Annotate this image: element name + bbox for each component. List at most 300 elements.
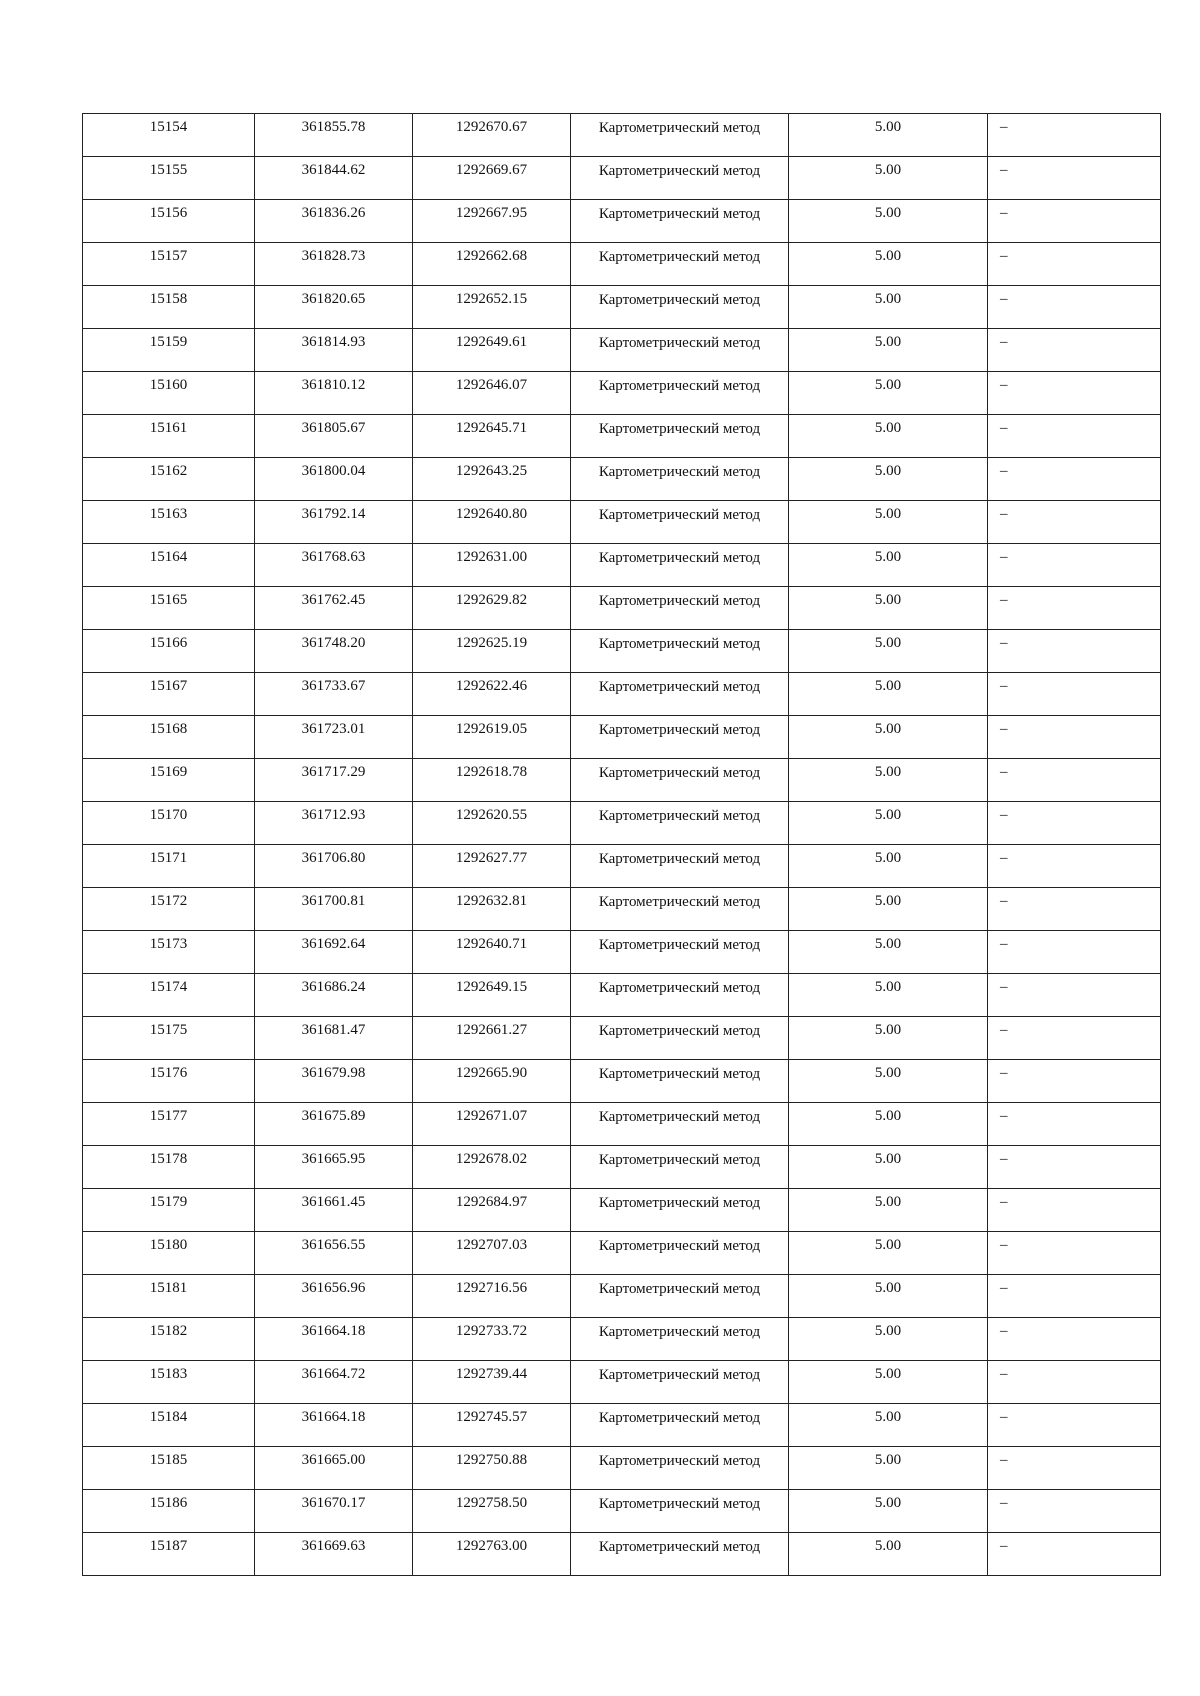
- cell-point-number: [83, 1189, 255, 1232]
- method-value: Картометрический метод: [598, 120, 761, 136]
- coordinate-y-value: 1292619.05: [455, 721, 528, 737]
- table-row: [83, 716, 1161, 759]
- cell-point-number: [83, 157, 255, 200]
- cell-method: [571, 1275, 789, 1318]
- cell-description: [988, 415, 1161, 458]
- accuracy-value: 5.00: [874, 119, 902, 135]
- cell-coordinate-x: [255, 157, 413, 200]
- cell-accuracy: [789, 673, 988, 716]
- cell-description: [988, 1232, 1161, 1275]
- cell-accuracy: [789, 501, 988, 544]
- cell-description: [988, 243, 1161, 286]
- point-number-value: 15163: [149, 506, 188, 522]
- point-number-value: 15160: [149, 377, 188, 393]
- cell-coordinate-y: [413, 1361, 571, 1404]
- table-row: [83, 1189, 1161, 1232]
- description-value: –: [1000, 1538, 1008, 1554]
- accuracy-value: 5.00: [874, 721, 902, 737]
- point-number-value: 15170: [149, 807, 188, 823]
- cell-coordinate-y: [413, 630, 571, 673]
- accuracy-value: 5.00: [874, 506, 902, 522]
- cell-coordinate-x: [255, 1189, 413, 1232]
- cell-accuracy: [789, 372, 988, 415]
- cell-method: [571, 1361, 789, 1404]
- description-value: –: [1000, 635, 1008, 651]
- description-value: –: [1000, 506, 1008, 522]
- method-value: Картометрический метод: [598, 980, 761, 996]
- coordinate-y-value: 1292669.67: [455, 162, 528, 178]
- cell-method: [571, 716, 789, 759]
- cell-coordinate-x: [255, 458, 413, 501]
- cell-point-number: [83, 1060, 255, 1103]
- coordinate-x-value: 361814.93: [301, 334, 366, 350]
- cell-accuracy: [789, 1361, 988, 1404]
- point-number-value: 15156: [149, 205, 188, 221]
- table-row: [83, 114, 1161, 157]
- cell-coordinate-y: [413, 415, 571, 458]
- accuracy-value: 5.00: [874, 291, 902, 307]
- cell-method: [571, 802, 789, 845]
- coordinate-x-value: 361692.64: [301, 936, 366, 952]
- point-number-value: 15185: [149, 1452, 188, 1468]
- table-row: [83, 1447, 1161, 1490]
- cell-coordinate-y: [413, 114, 571, 157]
- coordinate-y-value: 1292646.07: [455, 377, 528, 393]
- cell-coordinate-y: [413, 458, 571, 501]
- cell-method: [571, 1533, 789, 1576]
- coordinate-x-value: 361700.81: [301, 893, 366, 909]
- cell-description: [988, 1533, 1161, 1576]
- cell-coordinate-x: [255, 759, 413, 802]
- cell-point-number: [83, 1533, 255, 1576]
- method-value: Картометрический метод: [598, 1539, 761, 1555]
- point-number-value: 15187: [149, 1538, 188, 1554]
- coordinate-x-value: 361810.12: [301, 377, 366, 393]
- cell-point-number: [83, 415, 255, 458]
- coordinate-x-value: 361706.80: [301, 850, 366, 866]
- accuracy-value: 5.00: [874, 248, 902, 264]
- cell-accuracy: [789, 1232, 988, 1275]
- coordinate-y-value: 1292627.77: [455, 850, 528, 866]
- table-row: [83, 802, 1161, 845]
- cell-method: [571, 1490, 789, 1533]
- cell-accuracy: [789, 587, 988, 630]
- table-row: [83, 372, 1161, 415]
- description-value: –: [1000, 1151, 1008, 1167]
- table-row: [83, 845, 1161, 888]
- description-value: –: [1000, 893, 1008, 909]
- accuracy-value: 5.00: [874, 334, 902, 350]
- cell-method: [571, 974, 789, 1017]
- coordinate-x-value: 361664.18: [301, 1409, 366, 1425]
- description-value: –: [1000, 1194, 1008, 1210]
- cell-coordinate-y: [413, 974, 571, 1017]
- cell-coordinate-y: [413, 243, 571, 286]
- cell-description: [988, 1103, 1161, 1146]
- cell-accuracy: [789, 1275, 988, 1318]
- accuracy-value: 5.00: [874, 1452, 902, 1468]
- method-value: Картометрический метод: [598, 1238, 761, 1254]
- cell-method: [571, 200, 789, 243]
- cell-method: [571, 759, 789, 802]
- point-number-value: 15164: [149, 549, 188, 565]
- coordinate-x-value: 361762.45: [301, 592, 366, 608]
- cell-method: [571, 544, 789, 587]
- cell-point-number: [83, 243, 255, 286]
- cell-coordinate-y: [413, 1490, 571, 1533]
- cell-point-number: [83, 1017, 255, 1060]
- cell-accuracy: [789, 329, 988, 372]
- cell-method: [571, 888, 789, 931]
- description-value: –: [1000, 764, 1008, 780]
- cell-coordinate-y: [413, 200, 571, 243]
- cell-point-number: [83, 673, 255, 716]
- cell-point-number: [83, 1103, 255, 1146]
- description-value: –: [1000, 1022, 1008, 1038]
- cell-point-number: [83, 888, 255, 931]
- cell-coordinate-y: [413, 1060, 571, 1103]
- cell-coordinate-x: [255, 329, 413, 372]
- coordinate-x-value: 361712.93: [301, 807, 366, 823]
- accuracy-value: 5.00: [874, 162, 902, 178]
- description-value: –: [1000, 1065, 1008, 1081]
- table-row: [83, 974, 1161, 1017]
- description-value: –: [1000, 979, 1008, 995]
- table-row: [83, 1232, 1161, 1275]
- cell-description: [988, 630, 1161, 673]
- cell-coordinate-y: [413, 1447, 571, 1490]
- cell-description: [988, 114, 1161, 157]
- cell-description: [988, 888, 1161, 931]
- cell-coordinate-x: [255, 1017, 413, 1060]
- cell-coordinate-x: [255, 630, 413, 673]
- table-row: [83, 1017, 1161, 1060]
- cell-description: [988, 587, 1161, 630]
- cell-coordinate-y: [413, 1318, 571, 1361]
- cell-point-number: [83, 1146, 255, 1189]
- coordinate-x-value: 361836.26: [301, 205, 366, 221]
- coordinate-x-value: 361675.89: [301, 1108, 366, 1124]
- point-number-value: 15173: [149, 936, 188, 952]
- cell-accuracy: [789, 759, 988, 802]
- cell-point-number: [83, 1232, 255, 1275]
- coordinate-y-value: 1292643.25: [455, 463, 528, 479]
- cell-coordinate-x: [255, 501, 413, 544]
- table-row: [83, 415, 1161, 458]
- cell-coordinate-y: [413, 888, 571, 931]
- cell-description: [988, 1017, 1161, 1060]
- cell-accuracy: [789, 458, 988, 501]
- method-value: Картометрический метод: [598, 421, 761, 437]
- cell-point-number: [83, 1318, 255, 1361]
- cell-accuracy: [789, 716, 988, 759]
- table-row: [83, 1060, 1161, 1103]
- cell-accuracy: [789, 1318, 988, 1361]
- description-value: –: [1000, 248, 1008, 264]
- cell-method: [571, 673, 789, 716]
- table-row: [83, 1275, 1161, 1318]
- cell-method: [571, 329, 789, 372]
- point-number-value: 15165: [149, 592, 188, 608]
- cell-description: [988, 1404, 1161, 1447]
- method-value: Картометрический метод: [598, 679, 761, 695]
- accuracy-value: 5.00: [874, 850, 902, 866]
- accuracy-value: 5.00: [874, 1538, 902, 1554]
- cell-coordinate-y: [413, 1189, 571, 1232]
- point-number-value: 15171: [149, 850, 188, 866]
- cell-coordinate-y: [413, 802, 571, 845]
- cell-coordinate-y: [413, 1017, 571, 1060]
- cell-description: [988, 458, 1161, 501]
- accuracy-value: 5.00: [874, 1495, 902, 1511]
- cell-coordinate-y: [413, 501, 571, 544]
- table-row: [83, 544, 1161, 587]
- cell-point-number: [83, 458, 255, 501]
- cell-method: [571, 845, 789, 888]
- cell-description: [988, 1146, 1161, 1189]
- point-number-value: 15182: [149, 1323, 188, 1339]
- description-value: –: [1000, 1108, 1008, 1124]
- cell-accuracy: [789, 888, 988, 931]
- description-value: –: [1000, 1495, 1008, 1511]
- cell-accuracy: [789, 1447, 988, 1490]
- coordinate-x-value: 361670.17: [301, 1495, 366, 1511]
- cell-accuracy: [789, 845, 988, 888]
- table-row: [83, 243, 1161, 286]
- description-value: –: [1000, 377, 1008, 393]
- cell-coordinate-y: [413, 157, 571, 200]
- coordinate-x-value: 361717.29: [301, 764, 366, 780]
- coordinate-y-value: 1292629.82: [455, 592, 528, 608]
- cell-description: [988, 759, 1161, 802]
- accuracy-value: 5.00: [874, 205, 902, 221]
- cell-coordinate-x: [255, 1404, 413, 1447]
- accuracy-value: 5.00: [874, 1237, 902, 1253]
- cell-point-number: [83, 372, 255, 415]
- coordinate-x-value: 361792.14: [301, 506, 366, 522]
- point-number-value: 15155: [149, 162, 188, 178]
- cell-point-number: [83, 587, 255, 630]
- cell-description: [988, 1060, 1161, 1103]
- cell-accuracy: [789, 415, 988, 458]
- point-number-value: 15169: [149, 764, 188, 780]
- cell-coordinate-y: [413, 544, 571, 587]
- cell-coordinate-x: [255, 286, 413, 329]
- cell-coordinate-y: [413, 587, 571, 630]
- cell-coordinate-x: [255, 802, 413, 845]
- point-number-value: 15178: [149, 1151, 188, 1167]
- cell-point-number: [83, 1404, 255, 1447]
- cell-accuracy: [789, 157, 988, 200]
- description-value: –: [1000, 1237, 1008, 1253]
- cell-method: [571, 1017, 789, 1060]
- cell-point-number: [83, 931, 255, 974]
- cell-accuracy: [789, 630, 988, 673]
- coordinate-x-value: 361665.95: [301, 1151, 366, 1167]
- coordinate-x-value: 361800.04: [301, 463, 366, 479]
- point-number-value: 15157: [149, 248, 188, 264]
- accuracy-value: 5.00: [874, 635, 902, 651]
- coordinate-x-value: 361664.72: [301, 1366, 366, 1382]
- cell-description: [988, 802, 1161, 845]
- coordinate-y-value: 1292665.90: [455, 1065, 528, 1081]
- cell-coordinate-y: [413, 286, 571, 329]
- cell-description: [988, 1490, 1161, 1533]
- description-value: –: [1000, 205, 1008, 221]
- cell-method: [571, 286, 789, 329]
- coordinate-y-value: 1292667.95: [455, 205, 528, 221]
- cell-accuracy: [789, 1189, 988, 1232]
- accuracy-value: 5.00: [874, 1323, 902, 1339]
- cell-accuracy: [789, 1490, 988, 1533]
- cell-method: [571, 243, 789, 286]
- cell-coordinate-x: [255, 845, 413, 888]
- cell-coordinate-y: [413, 1533, 571, 1576]
- cell-coordinate-x: [255, 243, 413, 286]
- cell-coordinate-y: [413, 1103, 571, 1146]
- description-value: –: [1000, 592, 1008, 608]
- cell-method: [571, 157, 789, 200]
- cell-coordinate-x: [255, 114, 413, 157]
- cell-coordinate-x: [255, 1146, 413, 1189]
- cell-coordinate-x: [255, 587, 413, 630]
- cell-accuracy: [789, 1017, 988, 1060]
- accuracy-value: 5.00: [874, 1194, 902, 1210]
- cell-coordinate-x: [255, 415, 413, 458]
- method-value: Картометрический метод: [598, 507, 761, 523]
- cell-coordinate-x: [255, 1060, 413, 1103]
- cell-coordinate-y: [413, 1232, 571, 1275]
- table-row: [83, 458, 1161, 501]
- method-value: Картометрический метод: [598, 292, 761, 308]
- cell-coordinate-y: [413, 1404, 571, 1447]
- cell-coordinate-x: [255, 1103, 413, 1146]
- coordinate-y-value: 1292707.03: [455, 1237, 528, 1253]
- cell-description: [988, 1447, 1161, 1490]
- accuracy-value: 5.00: [874, 377, 902, 393]
- table-row: [83, 1146, 1161, 1189]
- coordinate-y-value: 1292661.27: [455, 1022, 528, 1038]
- table-row: [83, 587, 1161, 630]
- coordinate-y-value: 1292622.46: [455, 678, 528, 694]
- method-value: Картометрический метод: [598, 378, 761, 394]
- description-value: –: [1000, 1323, 1008, 1339]
- cell-coordinate-y: [413, 716, 571, 759]
- coordinate-x-value: 361733.67: [301, 678, 366, 694]
- description-value: –: [1000, 721, 1008, 737]
- coordinate-x-value: 361805.67: [301, 420, 366, 436]
- point-number-value: 15172: [149, 893, 188, 909]
- accuracy-value: 5.00: [874, 764, 902, 780]
- cell-accuracy: [789, 1533, 988, 1576]
- coordinate-y-value: 1292618.78: [455, 764, 528, 780]
- method-value: Картометрический метод: [598, 1367, 761, 1383]
- cell-method: [571, 1232, 789, 1275]
- point-number-value: 15158: [149, 291, 188, 307]
- coordinate-y-value: 1292620.55: [455, 807, 528, 823]
- cell-coordinate-y: [413, 372, 571, 415]
- description-value: –: [1000, 291, 1008, 307]
- method-value: Картометрический метод: [598, 163, 761, 179]
- table-row: [83, 329, 1161, 372]
- cell-description: [988, 329, 1161, 372]
- coordinate-x-value: 361661.45: [301, 1194, 366, 1210]
- coordinate-y-value: 1292625.19: [455, 635, 528, 651]
- point-number-value: 15186: [149, 1495, 188, 1511]
- cell-accuracy: [789, 1146, 988, 1189]
- coordinates-table-body: [83, 114, 1161, 1576]
- coordinate-x-value: 361686.24: [301, 979, 366, 995]
- cell-description: [988, 200, 1161, 243]
- description-value: –: [1000, 334, 1008, 350]
- cell-method: [571, 1404, 789, 1447]
- cell-point-number: [83, 114, 255, 157]
- table-row: [83, 1103, 1161, 1146]
- cell-coordinate-x: [255, 888, 413, 931]
- method-value: Картометрический метод: [598, 1109, 761, 1125]
- cell-point-number: [83, 630, 255, 673]
- coordinate-x-value: 361844.62: [301, 162, 366, 178]
- cell-method: [571, 1146, 789, 1189]
- cell-method: [571, 931, 789, 974]
- coordinate-y-value: 1292739.44: [455, 1366, 528, 1382]
- cell-coordinate-x: [255, 1318, 413, 1361]
- accuracy-value: 5.00: [874, 807, 902, 823]
- cell-description: [988, 544, 1161, 587]
- point-number-value: 15180: [149, 1237, 188, 1253]
- cell-method: [571, 1189, 789, 1232]
- coordinate-y-value: 1292649.15: [455, 979, 528, 995]
- cell-coordinate-y: [413, 673, 571, 716]
- cell-method: [571, 1060, 789, 1103]
- cell-method: [571, 1103, 789, 1146]
- point-number-value: 15175: [149, 1022, 188, 1038]
- method-value: Картометрический метод: [598, 1496, 761, 1512]
- cell-coordinate-y: [413, 845, 571, 888]
- cell-accuracy: [789, 974, 988, 1017]
- cell-coordinate-y: [413, 1275, 571, 1318]
- coordinate-y-value: 1292640.80: [455, 506, 528, 522]
- coordinate-y-value: 1292745.57: [455, 1409, 528, 1425]
- cell-coordinate-x: [255, 974, 413, 1017]
- coordinate-x-value: 361681.47: [301, 1022, 366, 1038]
- table-row: [83, 501, 1161, 544]
- point-number-value: 15184: [149, 1409, 188, 1425]
- cell-accuracy: [789, 114, 988, 157]
- point-number-value: 15162: [149, 463, 188, 479]
- table-row: [83, 1533, 1161, 1576]
- coordinate-y-value: 1292652.15: [455, 291, 528, 307]
- cell-description: [988, 372, 1161, 415]
- cell-point-number: [83, 1361, 255, 1404]
- cell-coordinate-y: [413, 1146, 571, 1189]
- accuracy-value: 5.00: [874, 1065, 902, 1081]
- point-number-value: 15161: [149, 420, 188, 436]
- cell-description: [988, 286, 1161, 329]
- point-number-value: 15176: [149, 1065, 188, 1081]
- coordinate-y-value: 1292716.56: [455, 1280, 528, 1296]
- description-value: –: [1000, 678, 1008, 694]
- cell-coordinate-x: [255, 1533, 413, 1576]
- coordinate-y-value: 1292670.67: [455, 119, 528, 135]
- coordinate-y-value: 1292750.88: [455, 1452, 528, 1468]
- cell-point-number: [83, 1490, 255, 1533]
- table-row: [83, 200, 1161, 243]
- table-row: [83, 1361, 1161, 1404]
- cell-coordinate-y: [413, 329, 571, 372]
- cell-coordinate-x: [255, 1361, 413, 1404]
- cell-description: [988, 974, 1161, 1017]
